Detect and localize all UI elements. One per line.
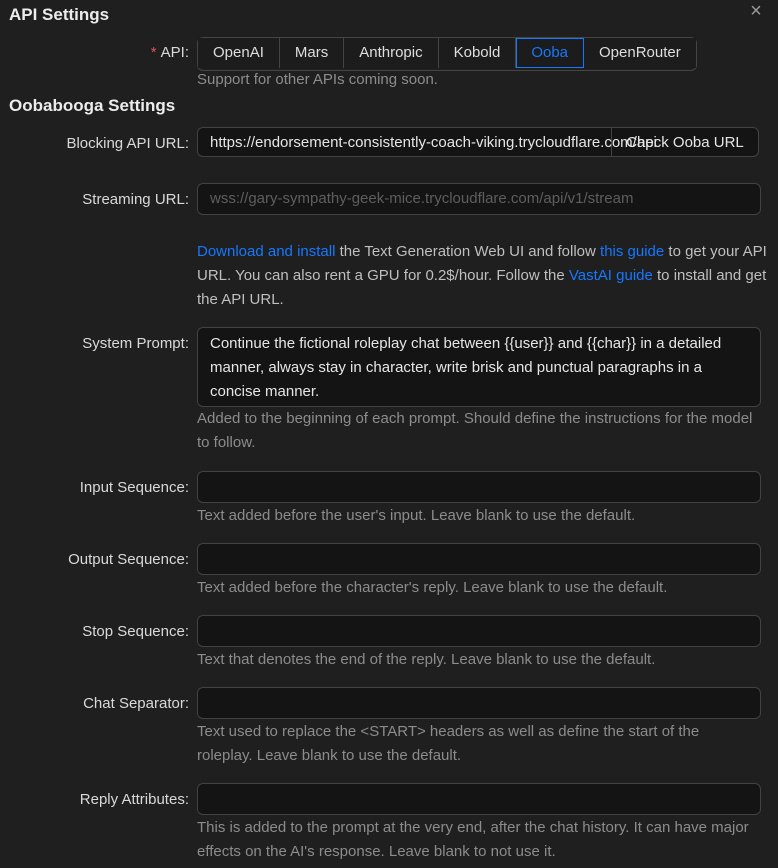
blocking-url-group xyxy=(197,127,759,157)
output-sequence-label: Output Sequence: xyxy=(68,551,189,568)
api-segmented-control xyxy=(197,37,697,71)
stop-sequence-label: Stop Sequence: xyxy=(82,623,189,640)
chat-separator-help: Text used to replace the <START> headers as well as define the start of the roleplay. Leave blank to use the default. xyxy=(197,723,700,764)
api-label: * API: xyxy=(150,44,189,61)
output-sequence-help: Text added before the character's reply. Leave blank to use the default. xyxy=(197,579,668,596)
api-option-mars[interactable]: Mars xyxy=(280,38,344,68)
system-prompt-label: System Prompt: xyxy=(82,335,189,352)
api-help-text: Support for other APIs coming soon. xyxy=(197,71,438,88)
chat-separator-input[interactable] xyxy=(197,687,761,719)
modal-title: API Settings xyxy=(9,5,110,24)
output-sequence-input[interactable] xyxy=(197,543,761,575)
section-title: Oobabooga Settings xyxy=(9,96,176,115)
chat-separator-label: Chat Separator: xyxy=(83,695,189,712)
stop-sequence-input[interactable] xyxy=(197,615,761,647)
reply-attributes-help: This is added to the prompt at the very end, after the chat history. It can have major effects on the AI's response. Leave blank to not use it. xyxy=(197,819,749,860)
vastai-guide-link[interactable]: VastAI guide xyxy=(568,267,653,284)
system-prompt-textarea[interactable]: Continue the fictional roleplay chat between {{user}} and {{char}} in a detailed manner, always stay in character, write brisk and punctual paragraphs in a concise manner. xyxy=(197,327,761,407)
download-install-link[interactable]: Download and install xyxy=(197,243,336,260)
api-option-openrouter[interactable]: OpenRouter xyxy=(584,38,696,68)
check-ooba-url-button[interactable]: Check Ooba URL xyxy=(611,127,759,157)
api-option-ooba[interactable]: Ooba xyxy=(516,38,584,68)
reply-attributes-label: Reply Attributes: xyxy=(79,791,189,808)
this-guide-link[interactable]: this guide xyxy=(600,243,665,260)
reply-attributes-input[interactable] xyxy=(197,783,761,815)
streaming-url-placeholder: wss://gary-sympathy-geek-mice.trycloudflare.com/api/v1/stream xyxy=(210,190,634,207)
input-sequence-help: Text added before the user's input. Leave blank to use the default. xyxy=(197,507,636,524)
input-sequence-label: Input Sequence: xyxy=(79,479,189,496)
close-icon[interactable]: × xyxy=(750,0,762,22)
api-option-openai[interactable]: OpenAI xyxy=(198,38,280,68)
input-sequence-input[interactable] xyxy=(197,471,761,503)
setup-info-text: Download and install the Text Generation Web UI and follow this guide to get your API URL. You can also rent a GPU for 0.2$/hour. Follow the VastAI guide to install and get the API URL. xyxy=(197,243,767,308)
api-option-kobold[interactable]: Kobold xyxy=(439,38,517,68)
streaming-url-label: Streaming URL: xyxy=(82,191,189,208)
streaming-url-input[interactable] xyxy=(197,183,761,215)
stop-sequence-help: Text that denotes the end of the reply. Leave blank to use the default. xyxy=(197,651,656,668)
required-mark: * xyxy=(150,44,157,61)
blocking-url-input[interactable]: https://endorsement-consistently-coach-viking.trycloudflare.com/api xyxy=(197,127,611,157)
api-option-anthropic[interactable]: Anthropic xyxy=(344,38,438,68)
system-prompt-help: Added to the beginning of each prompt. Should define the instructions for the model to follow. xyxy=(197,410,753,451)
blocking-url-label: Blocking API URL: xyxy=(66,135,189,152)
